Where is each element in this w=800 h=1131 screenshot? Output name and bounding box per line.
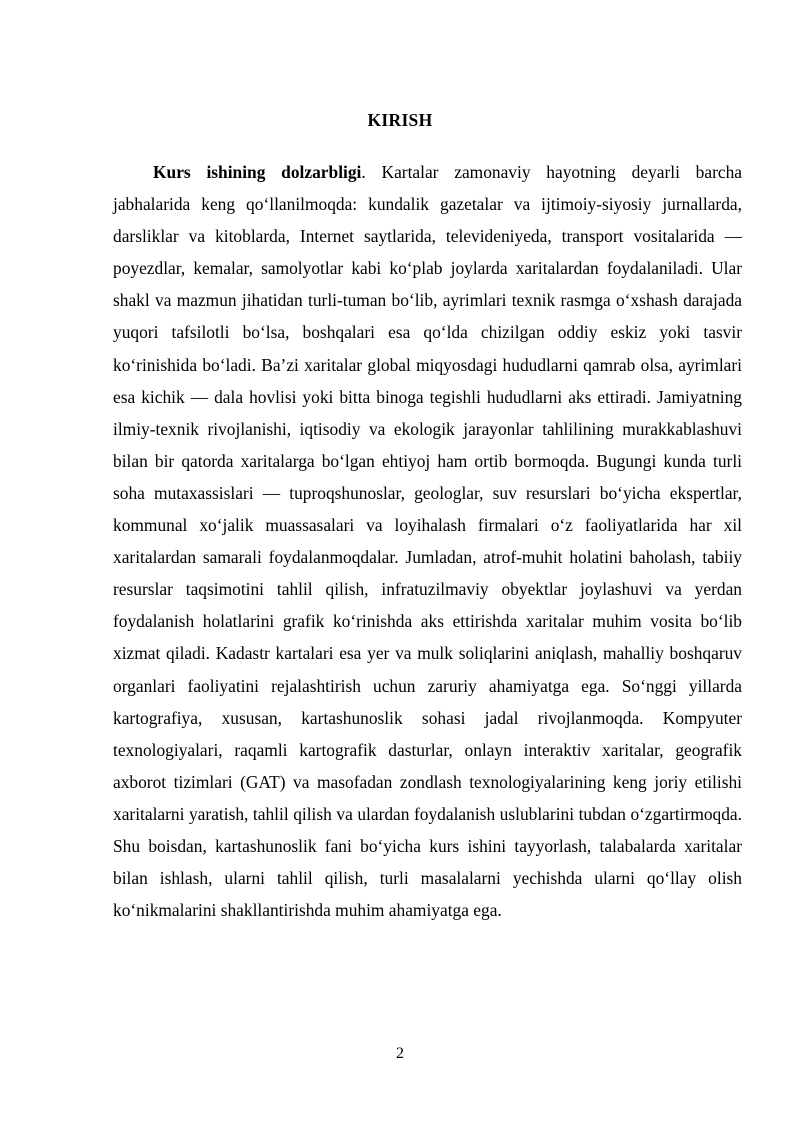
- body-paragraph: [113, 156, 742, 926]
- paragraph-lead: Kurs ishining dolzarbligi: [153, 162, 362, 182]
- paragraph-lead-punctuation: .: [361, 162, 366, 182]
- paragraph-text: Kartalar zamonaviy hayotning deyarli barcha jabhalarida keng qo‘llanilmoqda: kundalik gazetalar va ijtimoiy-siyosiy jurnallarda, darsliklar va kitoblarda, Internet saytlarida, televideniyeda, transport vositalarida — poyezdlar, kemalar, samolyotlar kabi ko‘plab joylarda xaritalardan foydalaniladi. Ular shakl va mazmun jihatidan turli-tuman bo‘lib, ayrimlari texnik rasmga o‘xshash darajada yuqori tafsilotli bo‘lsa, boshqalari esa qo‘lda chizilgan oddiy eskiz yoki tasvir ko‘rinishida bo‘ladi. Ba’zi xaritalar global miqyosdagi hududlarni qamrab olsa, ayrimlari esa kichik — dala hovlisi yoki bitta binoga tegishli hududlarni aks ettiradi. Jamiyatning ilmiy-texnik rivojlanishi, iqtisodiy va ekologik jarayonlar tahlilining murakkablashuvi bilan bir qatorda xaritalarga bo‘lgan ehtiyoj ham ortib bormoqda. Bugungi kunda turli soha mutaxassislari — tuproqshunoslar, geologlar, suv resurslari bo‘yicha ekspertlar, kommunal xo‘jalik muassasalari va loyihalash firmalari o‘z faoliyatlarida har xil xaritalardan samarali foydalanmoqdalar. Jumladan, atrof-muhit holatini baholash, tabiiy resurslar taqsimotini tahlil qilish, infratuzilmaviy obyektlar joylashuvi va yerdan foydalanish holatlarini grafik ko‘rinishda aks ettirishda xaritalar muhim vosita bo‘lib xizmat qiladi. Kadastr kartalari esa yer va mulk soliqlarini aniqlash, mahalliy boshqaruv organlari faoliyatini rejalashtirish uchun zaruriy ahamiyatga ega. So‘nggi yillarda kartografiya, xususan, kartashunoslik sohasi jadal rivojlanmoqda. Kompyuter texnologiyalari, raqamli kartografik dasturlar, onlayn interaktiv xaritalar, geografik axborot tizimlari (GAT) va masofadan zondlash texnologiyalarining keng joriy etilishi xaritalarni yaratish, tahlil qilish va ulardan foydalanish uslublarini tubdan o‘zgartirmoqda. Shu boisdan, kartashunoslik fani bo‘yicha kurs ishini tayyorlash, talabalarda xaritalar bilan ishlash, ularni tahlil qilish, turli masalalarni yechishda ularni qo‘llay olish ko‘nikmalarini shakllantirishda muhim ahamiyatga ega.: [113, 162, 742, 921]
- page-number: 2: [396, 1045, 404, 1062]
- section-title: KIRISH: [367, 110, 433, 130]
